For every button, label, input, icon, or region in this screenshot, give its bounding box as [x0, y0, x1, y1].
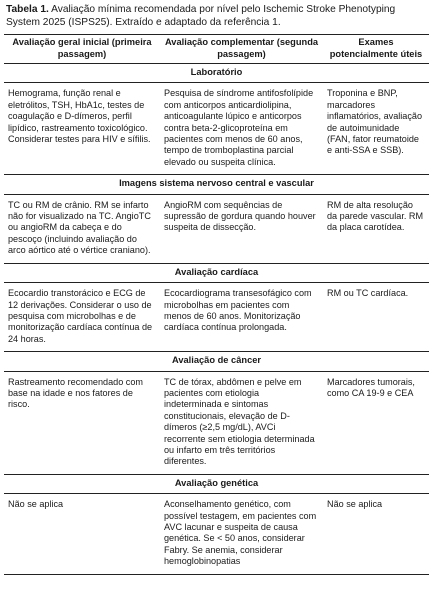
- section-title: Laboratório: [4, 64, 429, 83]
- table-caption: [6, 4, 426, 29]
- header-col-1: Avaliação geral inicial (primeira passagem): [12, 37, 152, 59]
- section-title: Avaliação genética: [4, 474, 429, 493]
- cell-initial: Não se aplica: [4, 494, 160, 574]
- cell-complementary: Ecocardiograma transesofágico com microbolhas em pacientes com menos de 60 anos. Monitorização cardíaca contínua prolongada.: [164, 288, 312, 333]
- cell-complementary: Aconselhamento genético, com possível testagem, em pacientes com AVC lacunar e suspeita de causa genética. Se < 50 anos, considerar Fabry. Se anemia, considerar hemoglobinopatias: [160, 494, 323, 574]
- cell-initial: Ecocardio transtorácico e ECG de 12 derivações. Considerar o uso de pesquisa com microbolhas e de monitorização cardíaca contínua de 24 horas.: [8, 288, 153, 344]
- cell-useful: RM ou TC cardíaca.: [327, 288, 409, 299]
- table-row: [4, 283, 429, 352]
- table-header-row: [4, 35, 429, 64]
- section-title: Avaliação de câncer: [4, 352, 429, 371]
- cell-complementary: Pesquisa de síndrome antifosfolípide com anticorpos anticardiolipina, anticoagulante lúpico e anticorpos contra beta-2-glicoproteína em pacientes com menos de 60 anos, tempo de tromboplastina parcial elevado ou suspeita clínica.: [164, 88, 314, 167]
- section-heading-cardiaca: [4, 263, 429, 282]
- table-row: [4, 194, 429, 263]
- cell-initial: Rastreamento recomendado com base na idade e nos fatores de risco.: [8, 376, 143, 410]
- section-heading-imagens: [4, 175, 429, 194]
- caption-text: Avaliação mínima recomendada por nível pelo Ischemic Stroke Phenotyping System 2025 (ISPS25). Extraído e adaptado da referência 1.: [6, 4, 396, 28]
- cell-useful: Não se aplica: [323, 494, 429, 574]
- cell-complementary: TC de tórax, abdômen e pelve em pacientes com etiologia indeterminada e sintomas constitucionais, elevação de D-dímeros (≥2,5 mg/dL), AVCi recorrente sem etiologia determinada ou infarto em três territórios diferentes.: [164, 376, 315, 467]
- caption-label: Tabela 1.: [6, 4, 49, 15]
- section-title: Imagens sistema nervoso central e vascular: [4, 175, 429, 194]
- cell-useful: RM de alta resolução da parede vascular. RM da placa carotídea.: [327, 199, 424, 233]
- cell-useful: Marcadores tumorais, como CA 19-9 e CEA: [327, 376, 415, 398]
- section-title: Avaliação cardíaca: [4, 263, 429, 282]
- assessment-table: [4, 34, 429, 575]
- header-col-2: Avaliação complementar (segunda passagem): [164, 37, 319, 59]
- section-heading-cancer: [4, 352, 429, 371]
- table-row: [4, 371, 429, 474]
- section-heading-laboratorio: [4, 64, 429, 83]
- cell-useful: Troponina e BNP, marcadores inflamatórios, avaliação de autoimunidade (FAN, fator reumatoide e anti-SSA e SSB).: [327, 88, 423, 156]
- section-heading-genetica: [4, 474, 429, 493]
- cell-complementary: AngioRM com sequências de supressão de gordura quando houver suspeita de dissecção.: [164, 199, 316, 233]
- table-row: [4, 83, 429, 175]
- cell-initial: TC ou RM de crânio. RM se infarto não for visualizado na TC. AngioTC ou angioRM da cabeça e do pescoço (incluindo avaliação do arco aórtico até o vértice craniano).: [8, 199, 151, 256]
- cell-initial: Hemograma, função renal e eletrólitos, TSH, HbA1c, testes de coagulação e D-dímeros, perfil lipídico, rastreamento toxicológico. Considerar testes para HIV e sífilis.: [8, 88, 151, 145]
- header-col-3: Exames potencialmente úteis: [329, 37, 423, 59]
- table-row: [4, 494, 429, 574]
